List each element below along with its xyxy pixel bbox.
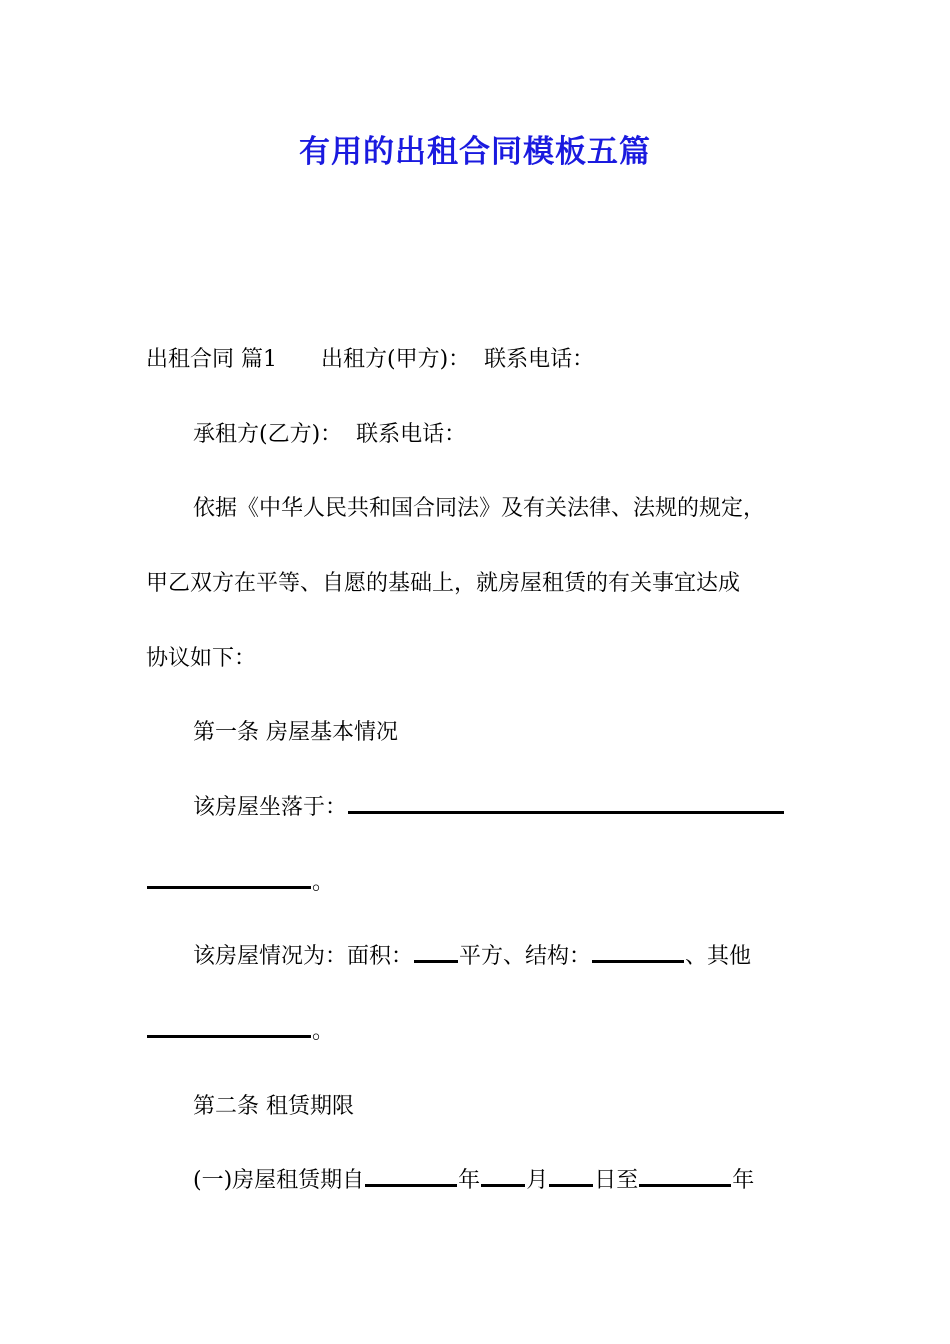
structure-label: 平方、结构： (459, 944, 592, 969)
day-to-label: 日至 (594, 1168, 639, 1193)
month-label: 月 (526, 1168, 549, 1193)
area-blank (414, 942, 458, 963)
article-2-heading: 第二条 租赁期限 (193, 1094, 354, 1119)
lessee-line (193, 418, 873, 452)
contract-header-line (146, 343, 826, 377)
location-blank-cont (147, 868, 311, 889)
document-title: 有用的出租合同模板五篇 (299, 134, 651, 170)
situation-line-cont (146, 1015, 826, 1049)
location-line-cont (146, 866, 826, 900)
preamble-line-2: 甲乙双方在平等、自愿的基础上，就房屋租赁的有关事宜达成 (146, 571, 741, 596)
other-blank (147, 1017, 311, 1038)
location-label: 该房屋坐落于： (193, 795, 348, 820)
lessee-label: 承租方(乙方)： (193, 422, 343, 447)
lessor-label: 出租方(甲方)： (321, 347, 471, 372)
preamble-line-1: 依据《中华人民共和国合同法》及有关法律、法规的规定， (193, 496, 766, 521)
term-label: (一)房屋租赁期自 (193, 1168, 365, 1193)
year2-label: 年 (732, 1168, 755, 1193)
other-label: 、其他 (685, 944, 752, 969)
location-blank (348, 793, 784, 814)
location-line (193, 791, 873, 825)
location-end: 。 (312, 870, 335, 895)
start-day-blank (549, 1166, 593, 1187)
contract-number: 出租合同 篇1 (146, 347, 277, 372)
end-year-blank (639, 1166, 731, 1187)
preamble-line-3: 协议如下： (146, 646, 257, 671)
article-1-heading: 第一条 房屋基本情况 (193, 720, 398, 745)
lessee-phone-label: 联系电话： (356, 422, 467, 447)
situation-end: 。 (312, 1019, 335, 1044)
area-label: 该房屋情况为：面积： (193, 944, 414, 969)
structure-blank (592, 942, 684, 963)
year-label: 年 (458, 1168, 481, 1193)
term-line (193, 1164, 873, 1198)
start-month-blank (481, 1166, 525, 1187)
start-year-blank (365, 1166, 457, 1187)
situation-line (193, 940, 873, 974)
lessor-phone-label: 联系电话： (484, 347, 595, 372)
